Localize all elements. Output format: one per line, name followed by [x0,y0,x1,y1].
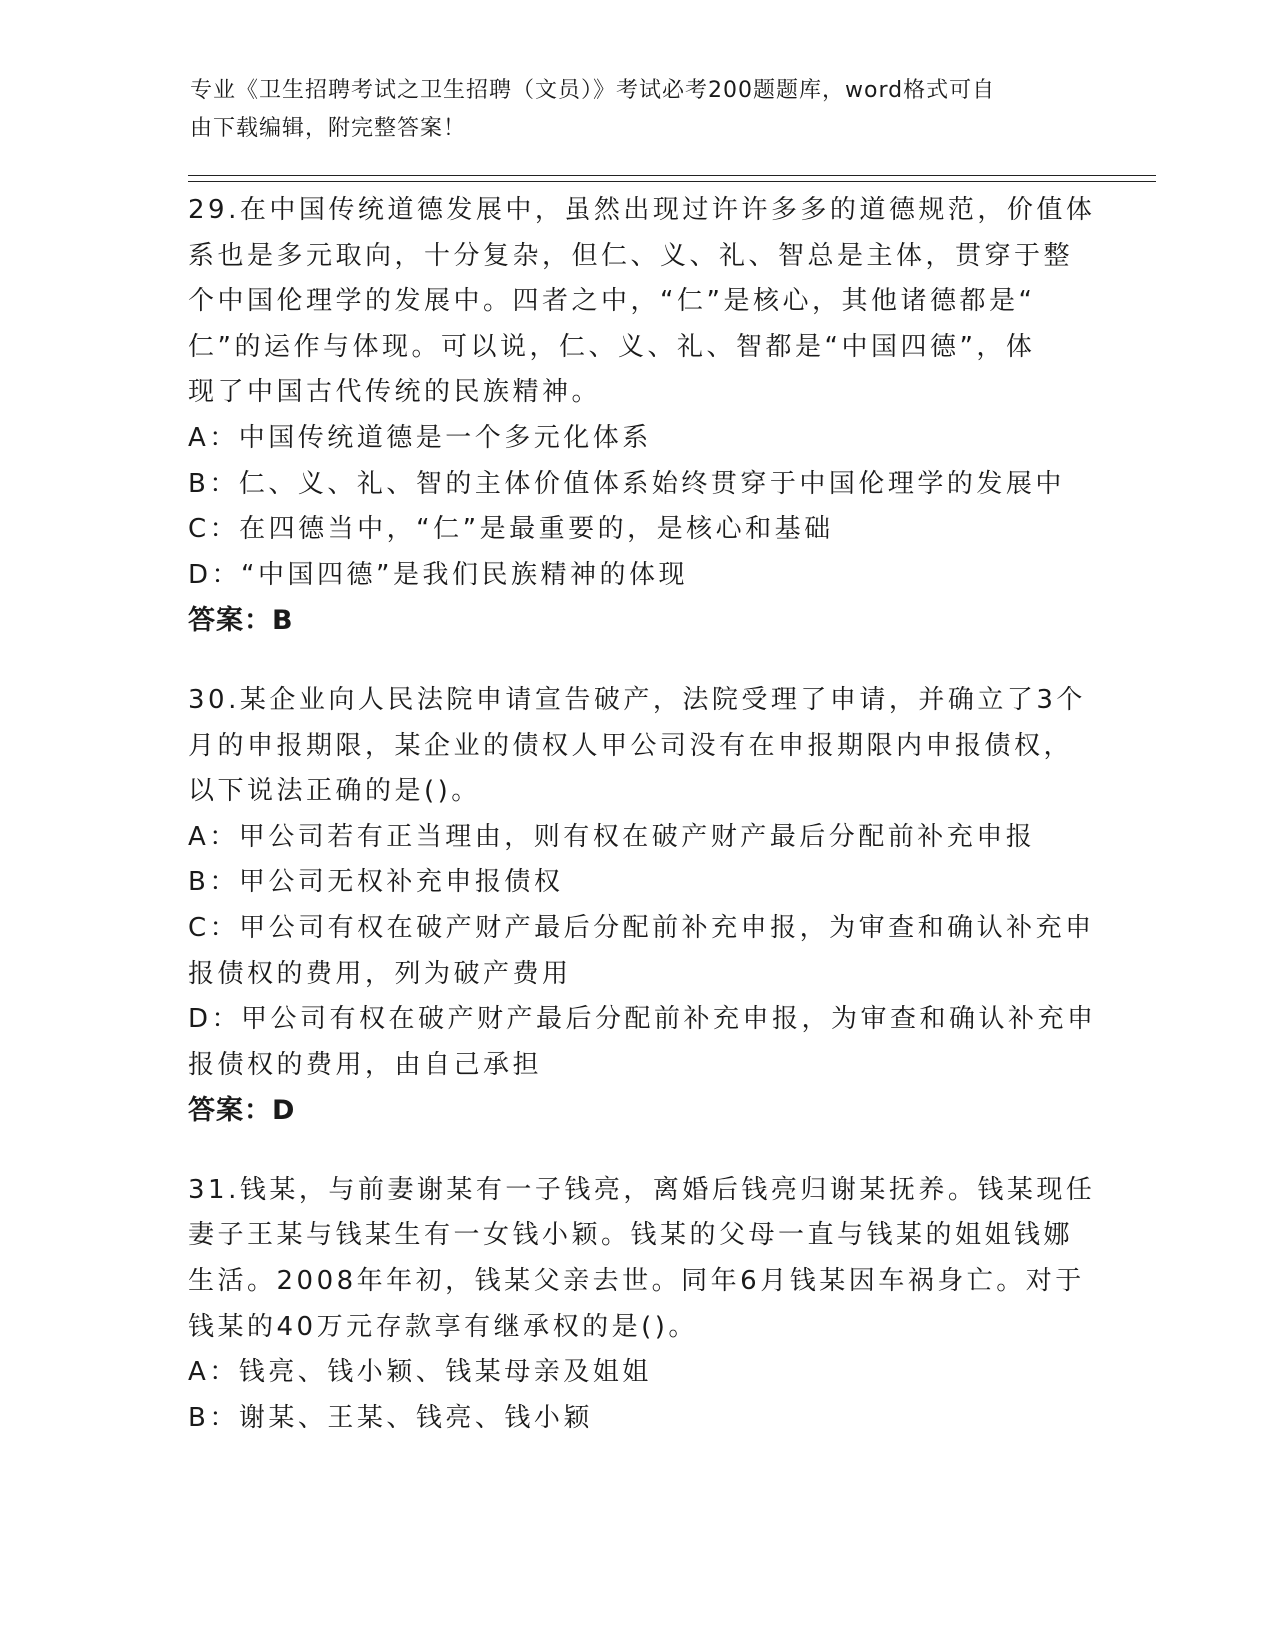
answer-option-line: D：甲公司有权在破产财产最后分配前补充申报，为审查和确认补充申 [188,1004,1097,1035]
header-line-2: 由下载编辑，附完整答案！ [190,116,467,141]
question-stem-line: 月的申报期限，某企业的债权人甲公司没有在申报期限内申报债权， [188,730,1074,761]
answer-option-line: B：谢某、王某、钱亮、钱小颖 [188,1402,593,1433]
question-stem-line: 系也是多元取向，十分复杂，但仁、义、礼、智总是主体，贯穿于整 [188,240,1074,271]
correct-answer: 答案：D [188,1095,296,1127]
question-stem-line: 现了中国古代传统的民族精神。 [188,377,602,408]
question-list [188,188,1097,1475]
correct-answer: 答案：B [188,605,294,637]
answer-option [188,416,1088,462]
document-header [190,72,1070,148]
answer-option-line: 报债权的费用，列为破产费用 [188,958,572,989]
header-divider-bottom [188,181,1156,182]
question-stem [188,678,1088,815]
answer-option [188,906,1095,997]
answer-option-line: A：甲公司若有正当理由，则有权在破产财产最后分配前补充申报 [188,821,1036,852]
header-line-1: 专业《卫生招聘考试之卫生招聘（文员）》考试必考200题题库，word格式可自 [190,78,996,103]
answer-option [188,1396,1088,1442]
question-stem-line: 生活。2008年年初，钱某父亲去世。同年6月钱某因车祸身亡。对于 [188,1266,1085,1297]
answer-option [188,997,1097,1088]
question-stem [188,188,1096,416]
answer-option-line: B：仁、义、礼、智的主体价值体系始终贯穿于中国伦理学的发展中 [188,468,1065,499]
question-block [188,188,1096,644]
question-stem-line: 30.某企业向人民法院申请宣告破产，法院受理了申请，并确立了3个 [188,684,1086,715]
answer-option-line: 报债权的费用，由自己承担 [188,1049,543,1080]
question-block [188,678,1097,1134]
question-stem-line: 妻子王某与钱某生有一女钱小颖。钱某的父母一直与钱某的姐姐钱娜 [188,1220,1074,1251]
header-divider-top [188,175,1156,176]
answer-option-line: A：钱亮、钱小颖、钱某母亲及姐姐 [188,1357,652,1388]
question-block [188,1168,1096,1442]
answer-option [188,860,1088,906]
answer-option [188,815,1088,861]
answer-option-line: C：甲公司有权在破产财产最后分配前补充申报，为审查和确认补充申 [188,912,1095,943]
answer-option [188,507,1088,553]
answer-option-line: A：中国传统道德是一个多元化体系 [188,422,652,453]
answer-option-line: D：“中国四德”是我们民族精神的体现 [188,559,688,590]
question-stem [188,1168,1096,1350]
question-stem-line: 29.在中国传统道德发展中，虽然出现过许许多多的道德规范，价值体 [188,195,1096,225]
question-stem-line: 钱某的40万元存款享有继承权的是()。 [188,1311,698,1342]
answer-option [188,553,1088,599]
answer-option-line: C：在四德当中，“仁”是最重要的，是核心和基础 [188,514,834,545]
question-stem-line: 个中国伦理学的发展中。四者之中，“仁”是核心，其他诸德都是“ [188,286,1036,317]
answer-option-line: B：甲公司无权补充申报债权 [188,867,564,898]
question-stem-line: 仁”的运作与体现。可以说，仁、义、礼、智都是“中国四德”，体 [188,331,1036,362]
question-stem-line: 31.钱某，与前妻谢某有一子钱亮，离婚后钱亮归谢某抚养。钱某现任 [188,1174,1096,1205]
question-stem-line: 以下说法正确的是()。 [188,776,481,807]
answer-option [188,1350,1088,1396]
answer-option [188,462,1088,508]
